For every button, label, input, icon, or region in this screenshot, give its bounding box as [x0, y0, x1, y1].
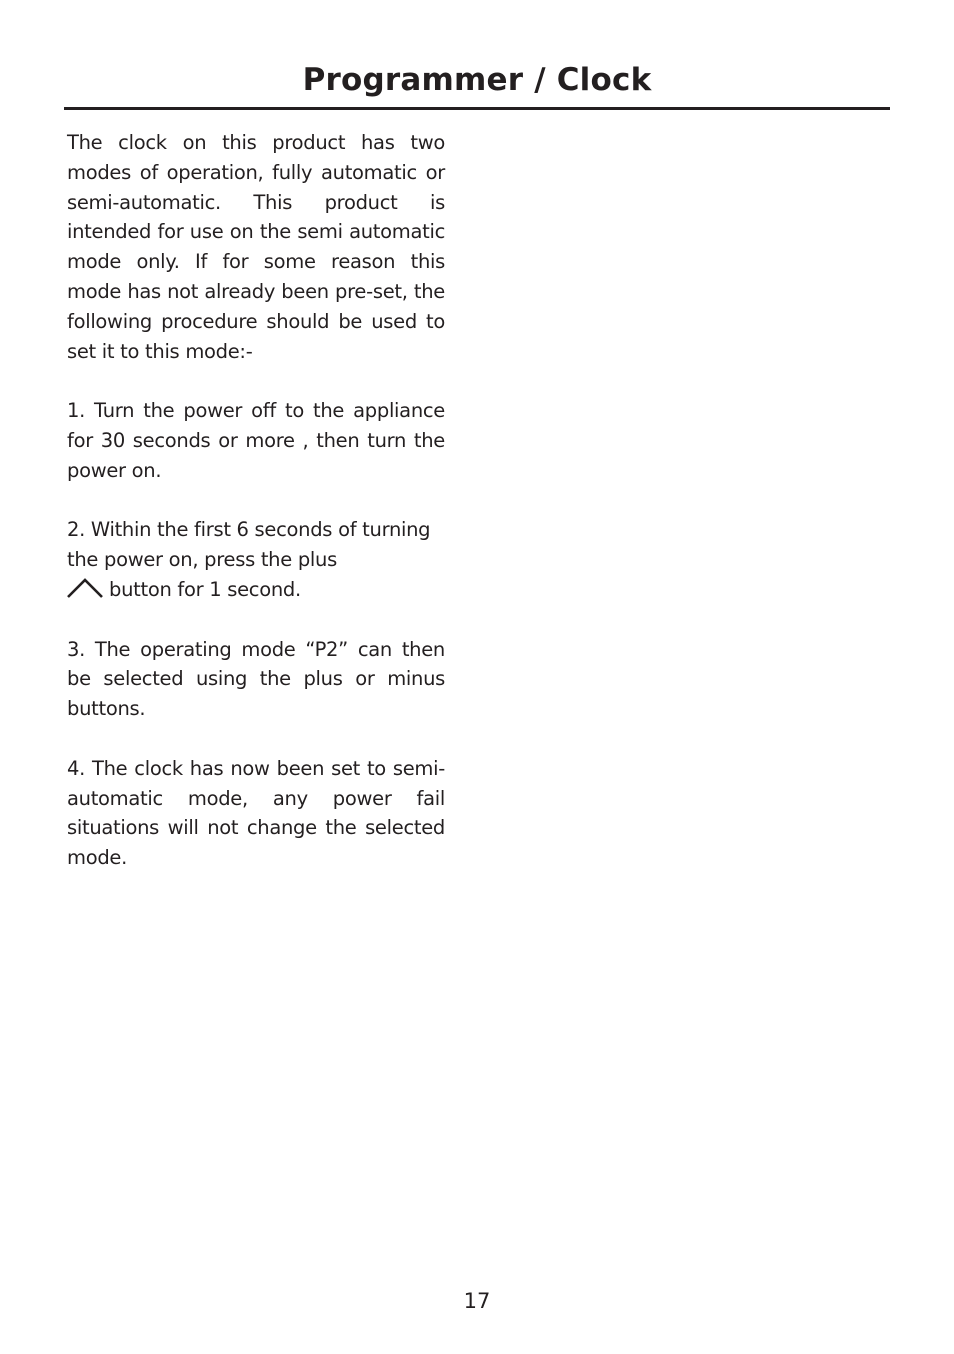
page-title: Programmer / Clock: [302, 62, 652, 98]
body-column: [67, 128, 445, 903]
step-2-text: 2. Within the first 6 seconds of turning the power on, press the plus: [67, 518, 431, 572]
title-divider: [64, 107, 890, 110]
page-number: 17: [463, 1289, 491, 1313]
step-2-paragraph: [67, 515, 445, 604]
intro-paragraph: The clock on this product has two modes of operation, fully automatic or semi-automatic. This product is intended for use on the semi automatic mode only. If for some reason this mode has not already been pre-set, the following procedure should be used to set it to this mode:-: [67, 131, 445, 363]
caret-up-icon: [67, 578, 103, 598]
step-2-text-end: button for 1 second.: [109, 577, 301, 601]
step-1-paragraph: 1. Turn the power off to the appliance for 30 seconds or more , then turn the power on.: [67, 399, 445, 482]
step-3-paragraph: 3. The operating mode “P2” can then be selected using the plus or minus buttons.: [67, 637, 445, 721]
step-4-paragraph: 4. The clock has now been set to semi-automatic mode, any power fail situations will not change the selected mode.: [67, 756, 445, 870]
